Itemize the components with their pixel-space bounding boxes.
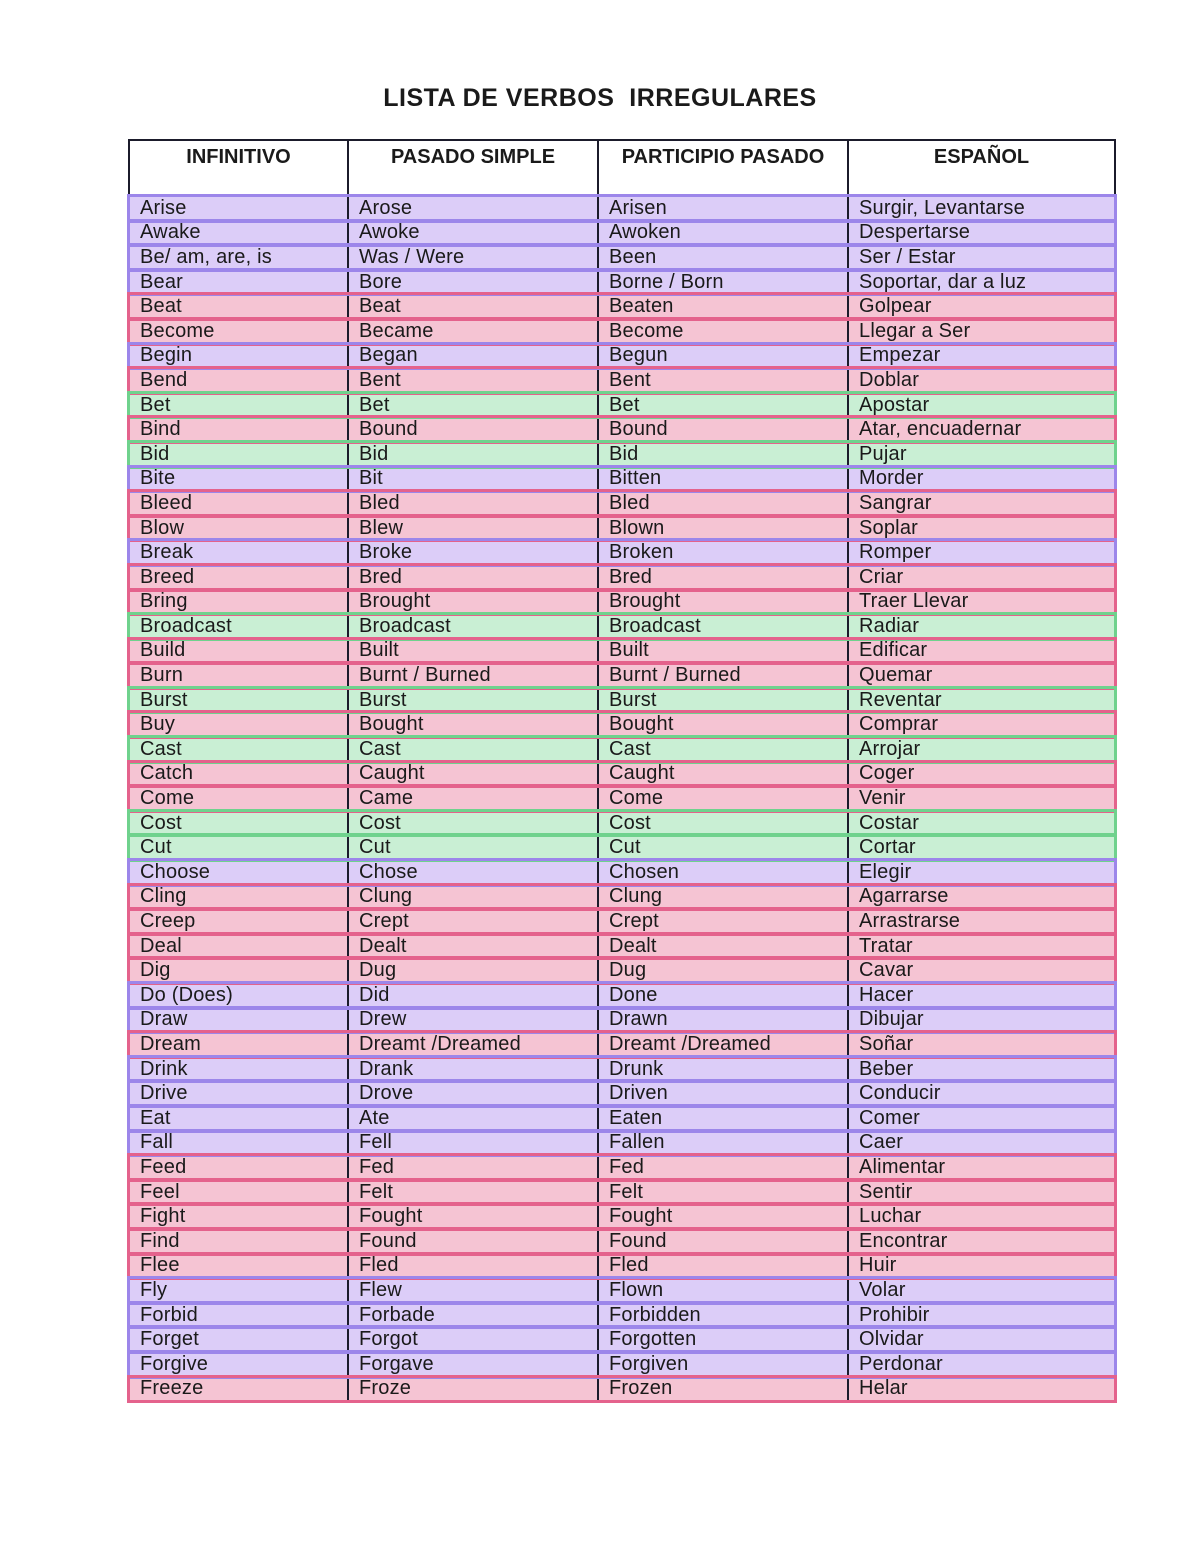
cell-pasado-simple: Froze — [348, 1377, 598, 1402]
table-row — [129, 565, 1115, 590]
table-row — [129, 1327, 1115, 1352]
cell-participio-pasado: Beaten — [598, 294, 848, 319]
cell-participio-pasado: Broadcast — [598, 614, 848, 639]
cell-pasado-simple: Bound — [348, 417, 598, 442]
cell-pasado-simple: Brought — [348, 590, 598, 615]
cell-participio-pasado: Chosen — [598, 860, 848, 885]
cell-infinitivo: Begin — [129, 344, 348, 369]
cell-infinitivo: Forbid — [129, 1303, 348, 1328]
cell-pasado-simple: Dreamt /Dreamed — [348, 1032, 598, 1057]
table-row — [129, 614, 1115, 639]
cell-participio-pasado: Broken — [598, 540, 848, 565]
cell-pasado-simple: Drove — [348, 1081, 598, 1106]
cell-pasado-simple: Fell — [348, 1131, 598, 1156]
cell-participio-pasado: Been — [598, 245, 848, 270]
cell-espanol: Sentir — [848, 1180, 1115, 1205]
table-row — [129, 639, 1115, 664]
cell-pasado-simple: Was / Were — [348, 245, 598, 270]
header-espanol: ESPAÑOL — [848, 140, 1115, 196]
cell-pasado-simple: Caught — [348, 762, 598, 787]
cell-espanol: Golpear — [848, 294, 1115, 319]
cell-infinitivo: Fight — [129, 1204, 348, 1229]
cell-infinitivo: Bet — [129, 393, 348, 418]
cell-pasado-simple: Awoke — [348, 221, 598, 246]
cell-infinitivo: Broadcast — [129, 614, 348, 639]
cell-infinitivo: Build — [129, 639, 348, 664]
cell-participio-pasado: Bet — [598, 393, 848, 418]
cell-pasado-simple: Blew — [348, 516, 598, 541]
table-row — [129, 1377, 1115, 1402]
table-row — [129, 909, 1115, 934]
cell-espanol: Soplar — [848, 516, 1115, 541]
cell-pasado-simple: Chose — [348, 860, 598, 885]
cell-infinitivo: Break — [129, 540, 348, 565]
table-row — [129, 663, 1115, 688]
cell-participio-pasado: Bred — [598, 565, 848, 590]
cell-pasado-simple: Broadcast — [348, 614, 598, 639]
cell-espanol: Perdonar — [848, 1352, 1115, 1377]
table-row — [129, 1303, 1115, 1328]
cell-participio-pasado: Crept — [598, 909, 848, 934]
cell-espanol: Atar, encuadernar — [848, 417, 1115, 442]
cell-pasado-simple: Broke — [348, 540, 598, 565]
cell-pasado-simple: Built — [348, 639, 598, 664]
cell-pasado-simple: Bled — [348, 491, 598, 516]
cell-participio-pasado: Caught — [598, 762, 848, 787]
cell-espanol: Cavar — [848, 958, 1115, 983]
cell-espanol: Ser / Estar — [848, 245, 1115, 270]
cell-participio-pasado: Found — [598, 1229, 848, 1254]
cell-infinitivo: Buy — [129, 712, 348, 737]
cell-infinitivo: Come — [129, 786, 348, 811]
cell-pasado-simple: Felt — [348, 1180, 598, 1205]
cell-participio-pasado: Bound — [598, 417, 848, 442]
cell-espanol: Pujar — [848, 442, 1115, 467]
cell-participio-pasado: Flown — [598, 1278, 848, 1303]
cell-espanol: Prohibir — [848, 1303, 1115, 1328]
cell-espanol: Soportar, dar a luz — [848, 270, 1115, 295]
cell-pasado-simple: Bought — [348, 712, 598, 737]
cell-pasado-simple: Cost — [348, 811, 598, 836]
table-row — [129, 319, 1115, 344]
cell-espanol: Hacer — [848, 983, 1115, 1008]
cell-espanol: Volar — [848, 1278, 1115, 1303]
cell-pasado-simple: Burnt / Burned — [348, 663, 598, 688]
cell-pasado-simple: Fled — [348, 1254, 598, 1279]
cell-participio-pasado: Fallen — [598, 1131, 848, 1156]
cell-participio-pasado: Forbidden — [598, 1303, 848, 1328]
cell-espanol: Coger — [848, 762, 1115, 787]
table-row — [129, 442, 1115, 467]
cell-infinitivo: Beat — [129, 294, 348, 319]
cell-pasado-simple: Clung — [348, 885, 598, 910]
cell-participio-pasado: Clung — [598, 885, 848, 910]
cell-espanol: Sangrar — [848, 491, 1115, 516]
cell-espanol: Beber — [848, 1057, 1115, 1082]
cell-espanol: Arrojar — [848, 737, 1115, 762]
cell-espanol: Surgir, Levantarse — [848, 196, 1115, 221]
cell-infinitivo: Catch — [129, 762, 348, 787]
cell-participio-pasado: Bought — [598, 712, 848, 737]
cell-participio-pasado: Done — [598, 983, 848, 1008]
cell-espanol: Edificar — [848, 639, 1115, 664]
cell-participio-pasado: Dug — [598, 958, 848, 983]
cell-pasado-simple: Bore — [348, 270, 598, 295]
cell-espanol: Criar — [848, 565, 1115, 590]
header-infinitivo: INFINITIVO — [129, 140, 348, 196]
cell-infinitivo: Dream — [129, 1032, 348, 1057]
cell-espanol: Conducir — [848, 1081, 1115, 1106]
cell-infinitivo: Bite — [129, 467, 348, 492]
cell-infinitivo: Cut — [129, 835, 348, 860]
cell-participio-pasado: Forgotten — [598, 1327, 848, 1352]
cell-pasado-simple: Drank — [348, 1057, 598, 1082]
cell-espanol: Despertarse — [848, 221, 1115, 246]
cell-infinitivo: Dig — [129, 958, 348, 983]
cell-espanol: Quemar — [848, 663, 1115, 688]
cell-infinitivo: Do (Does) — [129, 983, 348, 1008]
cell-infinitivo: Bind — [129, 417, 348, 442]
cell-pasado-simple: Fought — [348, 1204, 598, 1229]
cell-pasado-simple: Dug — [348, 958, 598, 983]
table-row — [129, 1254, 1115, 1279]
table-row — [129, 1352, 1115, 1377]
table-row — [129, 1106, 1115, 1131]
cell-participio-pasado: Cut — [598, 835, 848, 860]
table-row — [129, 1180, 1115, 1205]
cell-participio-pasado: Frozen — [598, 1377, 848, 1402]
cell-espanol: Arrastrarse — [848, 909, 1115, 934]
table-row — [129, 417, 1115, 442]
cell-espanol: Soñar — [848, 1032, 1115, 1057]
header-participio-pasado: PARTICIPIO PASADO — [598, 140, 848, 196]
cell-participio-pasado: Bled — [598, 491, 848, 516]
cell-espanol: Caer — [848, 1131, 1115, 1156]
table-row — [129, 688, 1115, 713]
table-row — [129, 762, 1115, 787]
cell-participio-pasado: Driven — [598, 1081, 848, 1106]
cell-participio-pasado: Burst — [598, 688, 848, 713]
table-header — [129, 140, 1115, 196]
cell-pasado-simple: Arose — [348, 196, 598, 221]
cell-pasado-simple: Found — [348, 1229, 598, 1254]
header-row — [129, 140, 1115, 196]
table-row — [129, 860, 1115, 885]
cell-espanol: Comprar — [848, 712, 1115, 737]
cell-infinitivo: Cling — [129, 885, 348, 910]
cell-pasado-simple: Forgave — [348, 1352, 598, 1377]
irregular-verbs-table — [128, 139, 1116, 1402]
cell-participio-pasado: Dreamt /Dreamed — [598, 1032, 848, 1057]
cell-participio-pasado: Bent — [598, 368, 848, 393]
cell-espanol: Alimentar — [848, 1155, 1115, 1180]
cell-espanol: Comer — [848, 1106, 1115, 1131]
cell-participio-pasado: Burnt / Burned — [598, 663, 848, 688]
table-row — [129, 196, 1115, 221]
cell-pasado-simple: Forbade — [348, 1303, 598, 1328]
cell-pasado-simple: Flew — [348, 1278, 598, 1303]
table-row — [129, 811, 1115, 836]
cell-infinitivo: Drive — [129, 1081, 348, 1106]
cell-espanol: Reventar — [848, 688, 1115, 713]
table-row — [129, 540, 1115, 565]
table-row — [129, 590, 1115, 615]
cell-pasado-simple: Began — [348, 344, 598, 369]
cell-infinitivo: Cast — [129, 737, 348, 762]
cell-pasado-simple: Cast — [348, 737, 598, 762]
cell-participio-pasado: Fled — [598, 1254, 848, 1279]
cell-espanol: Morder — [848, 467, 1115, 492]
cell-infinitivo: Forget — [129, 1327, 348, 1352]
cell-pasado-simple: Crept — [348, 909, 598, 934]
table-row — [129, 885, 1115, 910]
cell-pasado-simple: Bit — [348, 467, 598, 492]
cell-infinitivo: Draw — [129, 1008, 348, 1033]
cell-participio-pasado: Come — [598, 786, 848, 811]
cell-espanol: Olvidar — [848, 1327, 1115, 1352]
cell-pasado-simple: Fed — [348, 1155, 598, 1180]
cell-participio-pasado: Eaten — [598, 1106, 848, 1131]
cell-participio-pasado: Become — [598, 319, 848, 344]
table-row — [129, 712, 1115, 737]
cell-participio-pasado: Blown — [598, 516, 848, 541]
cell-participio-pasado: Bid — [598, 442, 848, 467]
cell-espanol: Elegir — [848, 860, 1115, 885]
table-row — [129, 934, 1115, 959]
table-row — [129, 368, 1115, 393]
table-row — [129, 516, 1115, 541]
cell-infinitivo: Deal — [129, 934, 348, 959]
cell-pasado-simple: Bred — [348, 565, 598, 590]
cell-infinitivo: Choose — [129, 860, 348, 885]
table-row — [129, 393, 1115, 418]
cell-infinitivo: Feed — [129, 1155, 348, 1180]
cell-infinitivo: Blow — [129, 516, 348, 541]
cell-infinitivo: Freeze — [129, 1377, 348, 1402]
cell-participio-pasado: Awoken — [598, 221, 848, 246]
cell-infinitivo: Bear — [129, 270, 348, 295]
cell-pasado-simple: Cut — [348, 835, 598, 860]
cell-infinitivo: Arise — [129, 196, 348, 221]
cell-espanol: Luchar — [848, 1204, 1115, 1229]
cell-pasado-simple: Ate — [348, 1106, 598, 1131]
table-row — [129, 1155, 1115, 1180]
cell-pasado-simple: Became — [348, 319, 598, 344]
table-row — [129, 1081, 1115, 1106]
table-row — [129, 1278, 1115, 1303]
cell-participio-pasado: Borne / Born — [598, 270, 848, 295]
cell-participio-pasado: Bitten — [598, 467, 848, 492]
cell-espanol: Dibujar — [848, 1008, 1115, 1033]
cell-infinitivo: Burn — [129, 663, 348, 688]
table-row — [129, 958, 1115, 983]
header-pasado-simple: PASADO SIMPLE — [348, 140, 598, 196]
cell-espanol: Empezar — [848, 344, 1115, 369]
cell-espanol: Encontrar — [848, 1229, 1115, 1254]
cell-pasado-simple: Drew — [348, 1008, 598, 1033]
cell-infinitivo: Flee — [129, 1254, 348, 1279]
cell-pasado-simple: Burst — [348, 688, 598, 713]
cell-infinitivo: Fall — [129, 1131, 348, 1156]
cell-infinitivo: Awake — [129, 221, 348, 246]
table-row — [129, 786, 1115, 811]
cell-pasado-simple: Beat — [348, 294, 598, 319]
table-row — [129, 1204, 1115, 1229]
cell-participio-pasado: Cost — [598, 811, 848, 836]
table-row — [129, 1229, 1115, 1254]
cell-espanol: Venir — [848, 786, 1115, 811]
cell-espanol: Llegar a Ser — [848, 319, 1115, 344]
table-row — [129, 1057, 1115, 1082]
cell-pasado-simple: Forgot — [348, 1327, 598, 1352]
cell-infinitivo: Cost — [129, 811, 348, 836]
table-row — [129, 983, 1115, 1008]
table-row — [129, 1008, 1115, 1033]
cell-infinitivo: Fly — [129, 1278, 348, 1303]
table-row — [129, 467, 1115, 492]
cell-pasado-simple: Bent — [348, 368, 598, 393]
cell-infinitivo: Drink — [129, 1057, 348, 1082]
cell-espanol: Huir — [848, 1254, 1115, 1279]
cell-infinitivo: Creep — [129, 909, 348, 934]
cell-infinitivo: Forgive — [129, 1352, 348, 1377]
cell-infinitivo: Burst — [129, 688, 348, 713]
cell-espanol: Tratar — [848, 934, 1115, 959]
cell-espanol: Helar — [848, 1377, 1115, 1402]
cell-espanol: Romper — [848, 540, 1115, 565]
cell-espanol: Traer Llevar — [848, 590, 1115, 615]
cell-participio-pasado: Fed — [598, 1155, 848, 1180]
cell-participio-pasado: Drunk — [598, 1057, 848, 1082]
cell-pasado-simple: Bid — [348, 442, 598, 467]
cell-infinitivo: Feel — [129, 1180, 348, 1205]
table-body — [129, 196, 1115, 1401]
cell-participio-pasado: Felt — [598, 1180, 848, 1205]
cell-participio-pasado: Dealt — [598, 934, 848, 959]
cell-pasado-simple: Dealt — [348, 934, 598, 959]
cell-espanol: Costar — [848, 811, 1115, 836]
cell-infinitivo: Bring — [129, 590, 348, 615]
cell-infinitivo: Bid — [129, 442, 348, 467]
cell-infinitivo: Bleed — [129, 491, 348, 516]
table-row — [129, 294, 1115, 319]
cell-espanol: Radiar — [848, 614, 1115, 639]
cell-participio-pasado: Begun — [598, 344, 848, 369]
table-row — [129, 1131, 1115, 1156]
cell-pasado-simple: Did — [348, 983, 598, 1008]
cell-infinitivo: Find — [129, 1229, 348, 1254]
cell-participio-pasado: Drawn — [598, 1008, 848, 1033]
cell-infinitivo: Eat — [129, 1106, 348, 1131]
cell-espanol: Apostar — [848, 393, 1115, 418]
cell-infinitivo: Bend — [129, 368, 348, 393]
table-row — [129, 491, 1115, 516]
cell-participio-pasado: Cast — [598, 737, 848, 762]
cell-pasado-simple: Came — [348, 786, 598, 811]
cell-infinitivo: Breed — [129, 565, 348, 590]
cell-espanol: Doblar — [848, 368, 1115, 393]
cell-espanol: Cortar — [848, 835, 1115, 860]
table-row — [129, 737, 1115, 762]
table-row — [129, 245, 1115, 270]
page-title: LISTA DE VERBOS IRREGULARES — [383, 84, 817, 112]
table-row — [129, 270, 1115, 295]
cell-pasado-simple: Bet — [348, 393, 598, 418]
cell-participio-pasado: Built — [598, 639, 848, 664]
cell-participio-pasado: Brought — [598, 590, 848, 615]
cell-espanol: Agarrarse — [848, 885, 1115, 910]
table-row — [129, 835, 1115, 860]
table-row — [129, 1032, 1115, 1057]
table-row — [129, 221, 1115, 246]
cell-participio-pasado: Arisen — [598, 196, 848, 221]
cell-participio-pasado: Fought — [598, 1204, 848, 1229]
cell-participio-pasado: Forgiven — [598, 1352, 848, 1377]
cell-infinitivo: Be/ am, are, is — [129, 245, 348, 270]
table-row — [129, 344, 1115, 369]
cell-infinitivo: Become — [129, 319, 348, 344]
